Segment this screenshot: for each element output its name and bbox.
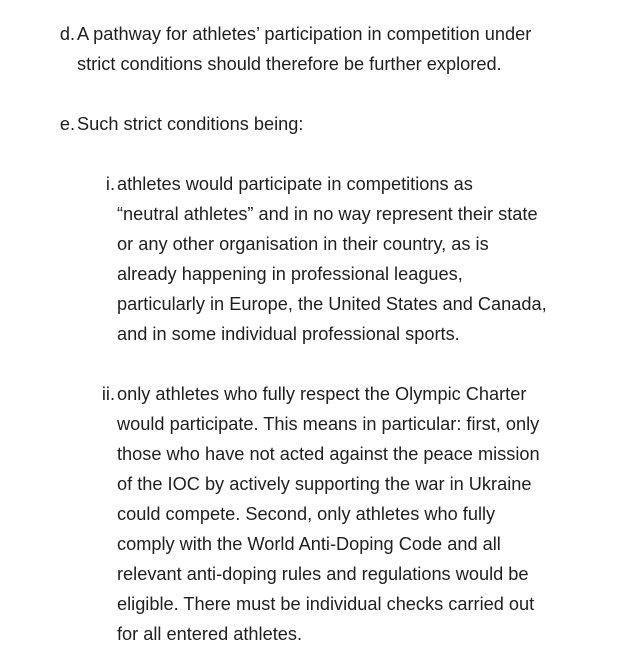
sublist-marker-i: i. [105,174,115,194]
paragraph-gap [0,79,629,109]
item-ii-line-7: relevant anti-doping rules and regulations would be [117,564,529,584]
item-ii-line-3: those who have not acted against the peace mission [117,444,540,464]
item-i-line-6: and in some individual professional sports. [117,324,460,344]
paragraph-gap [0,139,629,169]
item-ii-line-1: only athletes who fully respect the Olympic Charter [117,384,527,404]
item-ii-line-6: comply with the World Anti-Doping Code and all [117,534,501,554]
item-e-line-1: Such strict conditions being: [77,114,304,134]
document-body [0,19,629,649]
item-ii-line-4: of the IOC by actively supporting the war in Ukraine [117,474,532,494]
item-ii-line-8: eligible. There must be individual checks carried out [117,594,535,614]
paragraph-gap [0,349,629,379]
item-ii-line-2: would participate. This means in particular: first, only [117,414,540,434]
item-i-line-3: or any other organisation in their country, as is [117,234,489,254]
item-i-line-2: “neutral athletes” and in no way represent their state [117,204,538,224]
item-i-line-1: athletes would participate in competitions as [117,174,473,194]
item-d-line-1: A pathway for athletes’ participation in competition under [77,24,532,44]
list-marker-d: d. [59,24,75,44]
list-item-e [0,109,582,139]
item-i-line-4: already happening in professional leagues, [117,264,463,284]
list-item-d [0,19,582,79]
item-ii-line-5: could compete. Second, only athletes who fully [117,504,496,524]
sublist-marker-ii: ii. [101,384,115,404]
item-i-line-5: particularly in Europe, the United States and Canada, [117,294,547,314]
item-ii-line-9: for all entered athletes. [117,624,303,644]
list-marker-e: e. [59,114,75,134]
sublist-item-ii [0,379,587,649]
item-d-line-2: strict conditions should therefore be further explored. [77,54,502,74]
sublist-item-i [0,169,587,349]
